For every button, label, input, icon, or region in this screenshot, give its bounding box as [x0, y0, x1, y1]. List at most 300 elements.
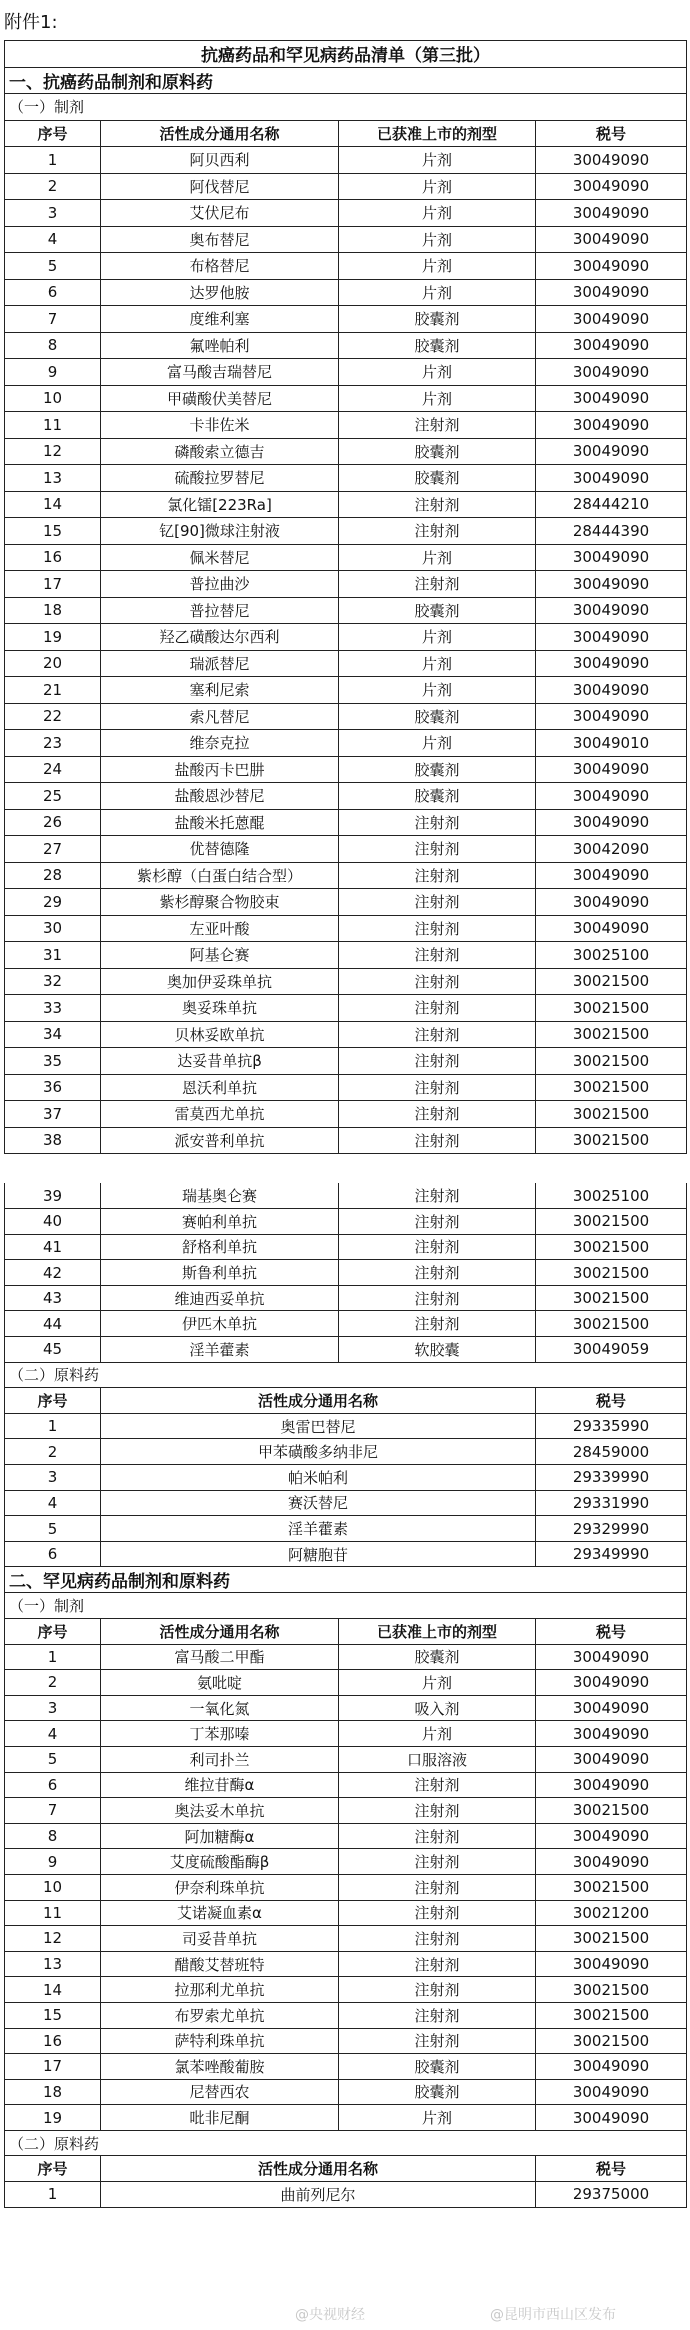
table-row — [5, 597, 687, 624]
dosage-form: 片剂 — [339, 730, 536, 757]
table-row — [5, 1021, 687, 1048]
ingredient-name: 维拉苷酶α — [101, 1772, 339, 1798]
tax-code: 30021500 — [536, 1209, 687, 1235]
dosage-form: 注射剂 — [339, 1951, 536, 1977]
dosage-form: 注射剂 — [339, 809, 536, 836]
dosage-form: 片剂 — [339, 1670, 536, 1696]
tax-code: 30021500 — [536, 1874, 687, 1900]
table-row — [5, 1772, 687, 1798]
table-row — [5, 306, 687, 333]
table-row — [5, 253, 687, 280]
table-row — [5, 703, 687, 730]
table-row — [5, 1413, 687, 1439]
section-1-raw-label-row — [5, 1362, 687, 1388]
header-no: 序号 — [5, 2156, 101, 2182]
ingredient-name: 曲前列尼尔 — [101, 2182, 536, 2208]
tax-code: 30021500 — [536, 968, 687, 995]
tax-code: 30049090 — [536, 1823, 687, 1849]
ingredient-name: 奥加伊妥珠单抗 — [101, 968, 339, 995]
ingredient-name: 布格替尼 — [101, 253, 339, 280]
dosage-form: 胶囊剂 — [339, 438, 536, 465]
row-number: 3 — [5, 1465, 101, 1491]
ingredient-name: 伊奈利珠单抗 — [101, 1874, 339, 1900]
dosage-form: 注射剂 — [339, 1977, 536, 2003]
dosage-form: 片剂 — [339, 650, 536, 677]
tax-code: 30021500 — [536, 1311, 687, 1337]
header-row — [5, 120, 687, 147]
section-2-raw-label-row — [5, 2130, 687, 2156]
dosage-form: 注射剂 — [339, 1260, 536, 1286]
ingredient-name: 赛沃替尼 — [101, 1490, 536, 1516]
dosage-form: 注射剂 — [339, 412, 536, 439]
dosage-form: 注射剂 — [339, 1849, 536, 1875]
subsection-row — [5, 94, 687, 121]
dosage-form: 注射剂 — [339, 889, 536, 916]
tax-code: 30049090 — [536, 544, 687, 571]
dosage-form: 注射剂 — [339, 1874, 536, 1900]
header-name: 活性成分通用名称 — [101, 2156, 536, 2182]
table-row — [5, 1465, 687, 1491]
dosage-form: 片剂 — [339, 253, 536, 280]
tax-code: 30049090 — [536, 465, 687, 492]
table-row — [5, 200, 687, 227]
dosage-form: 吸入剂 — [339, 1695, 536, 1721]
row-number: 6 — [5, 1772, 101, 1798]
row-number: 18 — [5, 597, 101, 624]
row-number: 6 — [5, 1541, 101, 1567]
row-number: 1 — [5, 2182, 101, 2208]
tax-code: 30049090 — [536, 597, 687, 624]
tax-code: 30021500 — [536, 1074, 687, 1101]
table-row — [5, 2079, 687, 2105]
ingredient-name: 普拉曲沙 — [101, 571, 339, 598]
ingredient-name: 丁苯那嗪 — [101, 1721, 339, 1747]
dosage-form: 注射剂 — [339, 836, 536, 863]
ingredient-name: 硫酸拉罗替尼 — [101, 465, 339, 492]
row-number: 26 — [5, 809, 101, 836]
watermark-cctv: @央视财经 — [295, 2307, 365, 2323]
row-number: 8 — [5, 332, 101, 359]
dosage-form: 片剂 — [339, 385, 536, 412]
dosage-form: 注射剂 — [339, 1101, 536, 1128]
row-number: 27 — [5, 836, 101, 863]
header-tax: 税号 — [536, 1619, 687, 1645]
row-number: 4 — [5, 1490, 101, 1516]
dosage-form: 注射剂 — [339, 1823, 536, 1849]
header-form: 已获准上市的剂型 — [339, 1619, 536, 1645]
tax-code: 30049090 — [536, 862, 687, 889]
ingredient-name: 达罗他胺 — [101, 279, 339, 306]
dosage-form: 注射剂 — [339, 1183, 536, 1209]
dosage-form: 注射剂 — [339, 1209, 536, 1235]
table-row — [5, 571, 687, 598]
dosage-form: 注射剂 — [339, 1021, 536, 1048]
ingredient-name: 阿贝西利 — [101, 147, 339, 174]
ingredient-name: 氯苯唑酸葡胺 — [101, 2054, 339, 2080]
tax-code: 30021500 — [536, 1048, 687, 1075]
table-row — [5, 862, 687, 889]
tax-code: 30049090 — [536, 1644, 687, 1670]
tax-code: 29339990 — [536, 1465, 687, 1491]
table-row — [5, 624, 687, 651]
table-row — [5, 942, 687, 969]
table-row — [5, 359, 687, 386]
row-number: 23 — [5, 730, 101, 757]
row-number: 2 — [5, 1439, 101, 1465]
dosage-form: 注射剂 — [339, 1234, 536, 1260]
row-number: 36 — [5, 1074, 101, 1101]
ingredient-name: 一氧化氮 — [101, 1695, 339, 1721]
tax-code: 30021500 — [536, 1798, 687, 1824]
section-1-preparations-label: （一）制剂 — [5, 94, 687, 121]
table-row — [5, 2002, 687, 2028]
tax-code: 30049090 — [536, 650, 687, 677]
ingredient-name: 阿加糖酶α — [101, 1823, 339, 1849]
tax-code: 30049090 — [536, 1695, 687, 1721]
dosage-form: 胶囊剂 — [339, 783, 536, 810]
table-row — [5, 1234, 687, 1260]
tax-code: 30049010 — [536, 730, 687, 757]
dosage-form: 片剂 — [339, 677, 536, 704]
watermark-xishan: @昆明市西山区发布 — [490, 2307, 616, 2323]
row-number: 14 — [5, 1977, 101, 2003]
ingredient-name: 阿伐替尼 — [101, 173, 339, 200]
row-number: 32 — [5, 968, 101, 995]
tax-code: 30049090 — [536, 677, 687, 704]
header-row — [5, 1619, 687, 1645]
row-number: 21 — [5, 677, 101, 704]
ingredient-name: 甲苯磺酸多纳非尼 — [101, 1439, 536, 1465]
tax-code: 29329990 — [536, 1516, 687, 1542]
ingredient-name: 钇[90]微球注射液 — [101, 518, 339, 545]
dosage-form: 胶囊剂 — [339, 703, 536, 730]
row-number: 20 — [5, 650, 101, 677]
table-row — [5, 1798, 687, 1824]
dosage-form: 胶囊剂 — [339, 465, 536, 492]
table-row — [5, 279, 687, 306]
row-number: 14 — [5, 491, 101, 518]
dosage-form: 片剂 — [339, 200, 536, 227]
ingredient-name: 伊匹木单抗 — [101, 1311, 339, 1337]
ingredient-name: 萨特利珠单抗 — [101, 2028, 339, 2054]
tax-code: 30049090 — [536, 571, 687, 598]
row-number: 1 — [5, 1644, 101, 1670]
table-row — [5, 518, 687, 545]
tax-code: 30049090 — [536, 783, 687, 810]
tax-code: 30021500 — [536, 995, 687, 1022]
table-row — [5, 385, 687, 412]
header-no: 序号 — [5, 1388, 101, 1414]
section-1-raw-label: （二）原料药 — [5, 1362, 687, 1388]
ingredient-name: 优替德隆 — [101, 836, 339, 863]
ingredient-name: 盐酸丙卡巴肼 — [101, 756, 339, 783]
table-row — [5, 1874, 687, 1900]
row-number: 2 — [5, 1670, 101, 1696]
table-row — [5, 1900, 687, 1926]
ingredient-name: 赛帕利单抗 — [101, 1209, 339, 1235]
dosage-form: 注射剂 — [339, 968, 536, 995]
table-row — [5, 1127, 687, 1154]
dosage-form: 注射剂 — [339, 1127, 536, 1154]
tax-code: 30049090 — [536, 2079, 687, 2105]
table-row — [5, 1490, 687, 1516]
dosage-form: 胶囊剂 — [339, 1644, 536, 1670]
section-1-label: 一、抗癌药品制剂和原料药 — [5, 67, 687, 94]
table-row — [5, 1541, 687, 1567]
ingredient-name: 左亚叶酸 — [101, 915, 339, 942]
tax-code: 30049090 — [536, 173, 687, 200]
table-row — [5, 1721, 687, 1747]
row-number: 34 — [5, 1021, 101, 1048]
dosage-form: 片剂 — [339, 279, 536, 306]
tax-code: 30049090 — [536, 1670, 687, 1696]
dosage-form: 片剂 — [339, 359, 536, 386]
row-number: 24 — [5, 756, 101, 783]
tax-code: 30025100 — [536, 942, 687, 969]
row-number: 13 — [5, 465, 101, 492]
tax-code: 29375000 — [536, 2182, 687, 2208]
table-row — [5, 968, 687, 995]
row-number: 18 — [5, 2079, 101, 2105]
tax-code: 30049090 — [536, 756, 687, 783]
ingredient-name: 甲磺酸伏美替尼 — [101, 385, 339, 412]
row-number: 37 — [5, 1101, 101, 1128]
ingredient-name: 斯鲁利单抗 — [101, 1260, 339, 1286]
dosage-form: 注射剂 — [339, 1926, 536, 1952]
tax-code: 30021500 — [536, 1127, 687, 1154]
table-row — [5, 1670, 687, 1696]
table-row — [5, 332, 687, 359]
dosage-form: 注射剂 — [339, 1074, 536, 1101]
row-number: 13 — [5, 1951, 101, 1977]
table-row — [5, 544, 687, 571]
ingredient-name: 佩米替尼 — [101, 544, 339, 571]
table-row — [5, 1048, 687, 1075]
tax-code: 30021500 — [536, 1926, 687, 1952]
table-row — [5, 1644, 687, 1670]
row-number: 5 — [5, 1746, 101, 1772]
table-row — [5, 1285, 687, 1311]
tax-code: 30025100 — [536, 1183, 687, 1209]
table-row — [5, 2105, 687, 2131]
ingredient-name: 达妥昔单抗β — [101, 1048, 339, 1075]
row-number: 10 — [5, 385, 101, 412]
ingredient-name: 艾度硫酸酯酶β — [101, 1849, 339, 1875]
ingredient-name: 司妥昔单抗 — [101, 1926, 339, 1952]
ingredient-name: 淫羊藿素 — [101, 1337, 339, 1363]
row-number: 15 — [5, 2002, 101, 2028]
table-row — [5, 1849, 687, 1875]
ingredient-name: 氟唑帕利 — [101, 332, 339, 359]
ingredient-name: 阿基仑赛 — [101, 942, 339, 969]
tax-code: 30049090 — [536, 306, 687, 333]
ingredient-name: 淫羊藿素 — [101, 1516, 536, 1542]
ingredient-name: 帕米帕利 — [101, 1465, 536, 1491]
row-number: 41 — [5, 1234, 101, 1260]
ingredient-name: 雷莫西尤单抗 — [101, 1101, 339, 1128]
tax-code: 30049059 — [536, 1337, 687, 1363]
table-row — [5, 1337, 687, 1363]
dosage-form: 片剂 — [339, 173, 536, 200]
dosage-form: 注射剂 — [339, 1798, 536, 1824]
row-number: 42 — [5, 1260, 101, 1286]
table-row — [5, 438, 687, 465]
table-row — [5, 1074, 687, 1101]
table-row — [5, 173, 687, 200]
table-row — [5, 730, 687, 757]
tax-code: 30021500 — [536, 1021, 687, 1048]
tax-code: 30049090 — [536, 226, 687, 253]
tax-code: 30049090 — [536, 703, 687, 730]
dosage-form: 片剂 — [339, 1721, 536, 1747]
ingredient-name: 吡非尼酮 — [101, 2105, 339, 2131]
ingredient-name: 维奈克拉 — [101, 730, 339, 757]
tax-code: 30049090 — [536, 1746, 687, 1772]
dosage-form: 注射剂 — [339, 942, 536, 969]
ingredient-name: 奥妥珠单抗 — [101, 995, 339, 1022]
row-number: 16 — [5, 544, 101, 571]
ingredient-name: 氯化镭[223Ra] — [101, 491, 339, 518]
tax-code: 30049090 — [536, 2105, 687, 2131]
row-number: 39 — [5, 1183, 101, 1209]
tax-code: 30049090 — [536, 412, 687, 439]
row-number: 40 — [5, 1209, 101, 1235]
section-row — [5, 67, 687, 94]
ingredient-name: 盐酸米托蒽醌 — [101, 809, 339, 836]
ingredient-name: 磷酸索立德吉 — [101, 438, 339, 465]
header-name: 活性成分通用名称 — [101, 1619, 339, 1645]
dosage-form: 片剂 — [339, 624, 536, 651]
row-number: 17 — [5, 571, 101, 598]
header-tax: 税号 — [536, 1388, 687, 1414]
table-row — [5, 2182, 687, 2208]
dosage-form: 胶囊剂 — [339, 2054, 536, 2080]
row-number: 1 — [5, 1413, 101, 1439]
tax-code: 30021500 — [536, 1260, 687, 1286]
table-title-row — [5, 41, 687, 68]
table-row — [5, 2054, 687, 2080]
tax-code: 30021500 — [536, 1977, 687, 2003]
dosage-form: 胶囊剂 — [339, 597, 536, 624]
tax-code: 30021500 — [536, 2002, 687, 2028]
tax-code: 30049090 — [536, 809, 687, 836]
dosage-form: 软胶囊 — [339, 1337, 536, 1363]
dosage-form: 注射剂 — [339, 1311, 536, 1337]
row-number: 9 — [5, 359, 101, 386]
tax-code: 28444210 — [536, 491, 687, 518]
drug-list-table-part2 — [4, 1183, 687, 2208]
dosage-form: 注射剂 — [339, 2002, 536, 2028]
dosage-form: 片剂 — [339, 147, 536, 174]
dosage-form: 注射剂 — [339, 1048, 536, 1075]
tax-code: 30049090 — [536, 2054, 687, 2080]
table-row — [5, 1516, 687, 1542]
row-number: 25 — [5, 783, 101, 810]
table-row — [5, 1311, 687, 1337]
tax-code: 30049090 — [536, 279, 687, 306]
header-row — [5, 2156, 687, 2182]
dosage-form: 注射剂 — [339, 1285, 536, 1311]
dosage-form: 注射剂 — [339, 2028, 536, 2054]
dosage-form: 片剂 — [339, 2105, 536, 2131]
table-row — [5, 1183, 687, 1209]
row-number: 11 — [5, 412, 101, 439]
section-2-raw-label: （二）原料药 — [5, 2130, 687, 2156]
table-row — [5, 1823, 687, 1849]
tax-code: 30042090 — [536, 836, 687, 863]
ingredient-name: 拉那利尤单抗 — [101, 1977, 339, 2003]
table-row — [5, 412, 687, 439]
dosage-form: 胶囊剂 — [339, 2079, 536, 2105]
row-number: 31 — [5, 942, 101, 969]
section-2-label: 二、罕见病药品制剂和原料药 — [5, 1567, 687, 1593]
ingredient-name: 阿糖胞苷 — [101, 1541, 536, 1567]
row-number: 3 — [5, 200, 101, 227]
section-2-preparations-label-row — [5, 1593, 687, 1619]
row-number: 19 — [5, 2105, 101, 2131]
tax-code: 30021500 — [536, 2028, 687, 2054]
drug-list-table-part1 — [4, 40, 687, 1154]
table-row — [5, 1439, 687, 1465]
tax-code: 30021500 — [536, 1285, 687, 1311]
table-row — [5, 1260, 687, 1286]
ingredient-name: 度维利塞 — [101, 306, 339, 333]
table-row — [5, 147, 687, 174]
ingredient-name: 奥法妥木单抗 — [101, 1798, 339, 1824]
ingredient-name: 羟乙磺酸达尔西利 — [101, 624, 339, 651]
dosage-form: 片剂 — [339, 544, 536, 571]
row-number: 44 — [5, 1311, 101, 1337]
row-number: 17 — [5, 2054, 101, 2080]
tax-code: 30049090 — [536, 438, 687, 465]
header-tax: 税号 — [536, 2156, 687, 2182]
tax-code: 30049090 — [536, 1951, 687, 1977]
row-number: 16 — [5, 2028, 101, 2054]
ingredient-name: 布罗索尤单抗 — [101, 2002, 339, 2028]
ingredient-name: 利司扑兰 — [101, 1746, 339, 1772]
row-number: 5 — [5, 1516, 101, 1542]
row-number: 7 — [5, 306, 101, 333]
tax-code: 30049090 — [536, 359, 687, 386]
dosage-form: 片剂 — [339, 226, 536, 253]
row-number: 2 — [5, 173, 101, 200]
ingredient-name: 卡非佐米 — [101, 412, 339, 439]
dosage-form: 注射剂 — [339, 995, 536, 1022]
header-name: 活性成分通用名称 — [101, 1388, 536, 1414]
dosage-form: 注射剂 — [339, 915, 536, 942]
table-row — [5, 1926, 687, 1952]
row-number: 30 — [5, 915, 101, 942]
table-row — [5, 1951, 687, 1977]
row-number: 6 — [5, 279, 101, 306]
tax-code: 30049090 — [536, 147, 687, 174]
dosage-form: 口服溶液 — [339, 1746, 536, 1772]
dosage-form: 胶囊剂 — [339, 306, 536, 333]
table-row — [5, 2028, 687, 2054]
ingredient-name: 奥布替尼 — [101, 226, 339, 253]
row-number: 15 — [5, 518, 101, 545]
ingredient-name: 普拉替尼 — [101, 597, 339, 624]
ingredient-name: 富马酸二甲酯 — [101, 1644, 339, 1670]
ingredient-name: 贝林妥欧单抗 — [101, 1021, 339, 1048]
row-number: 29 — [5, 889, 101, 916]
row-number: 7 — [5, 1798, 101, 1824]
table-row — [5, 756, 687, 783]
row-number: 35 — [5, 1048, 101, 1075]
row-number: 5 — [5, 253, 101, 280]
header-name: 活性成分通用名称 — [101, 120, 339, 147]
ingredient-name: 维迪西妥单抗 — [101, 1285, 339, 1311]
